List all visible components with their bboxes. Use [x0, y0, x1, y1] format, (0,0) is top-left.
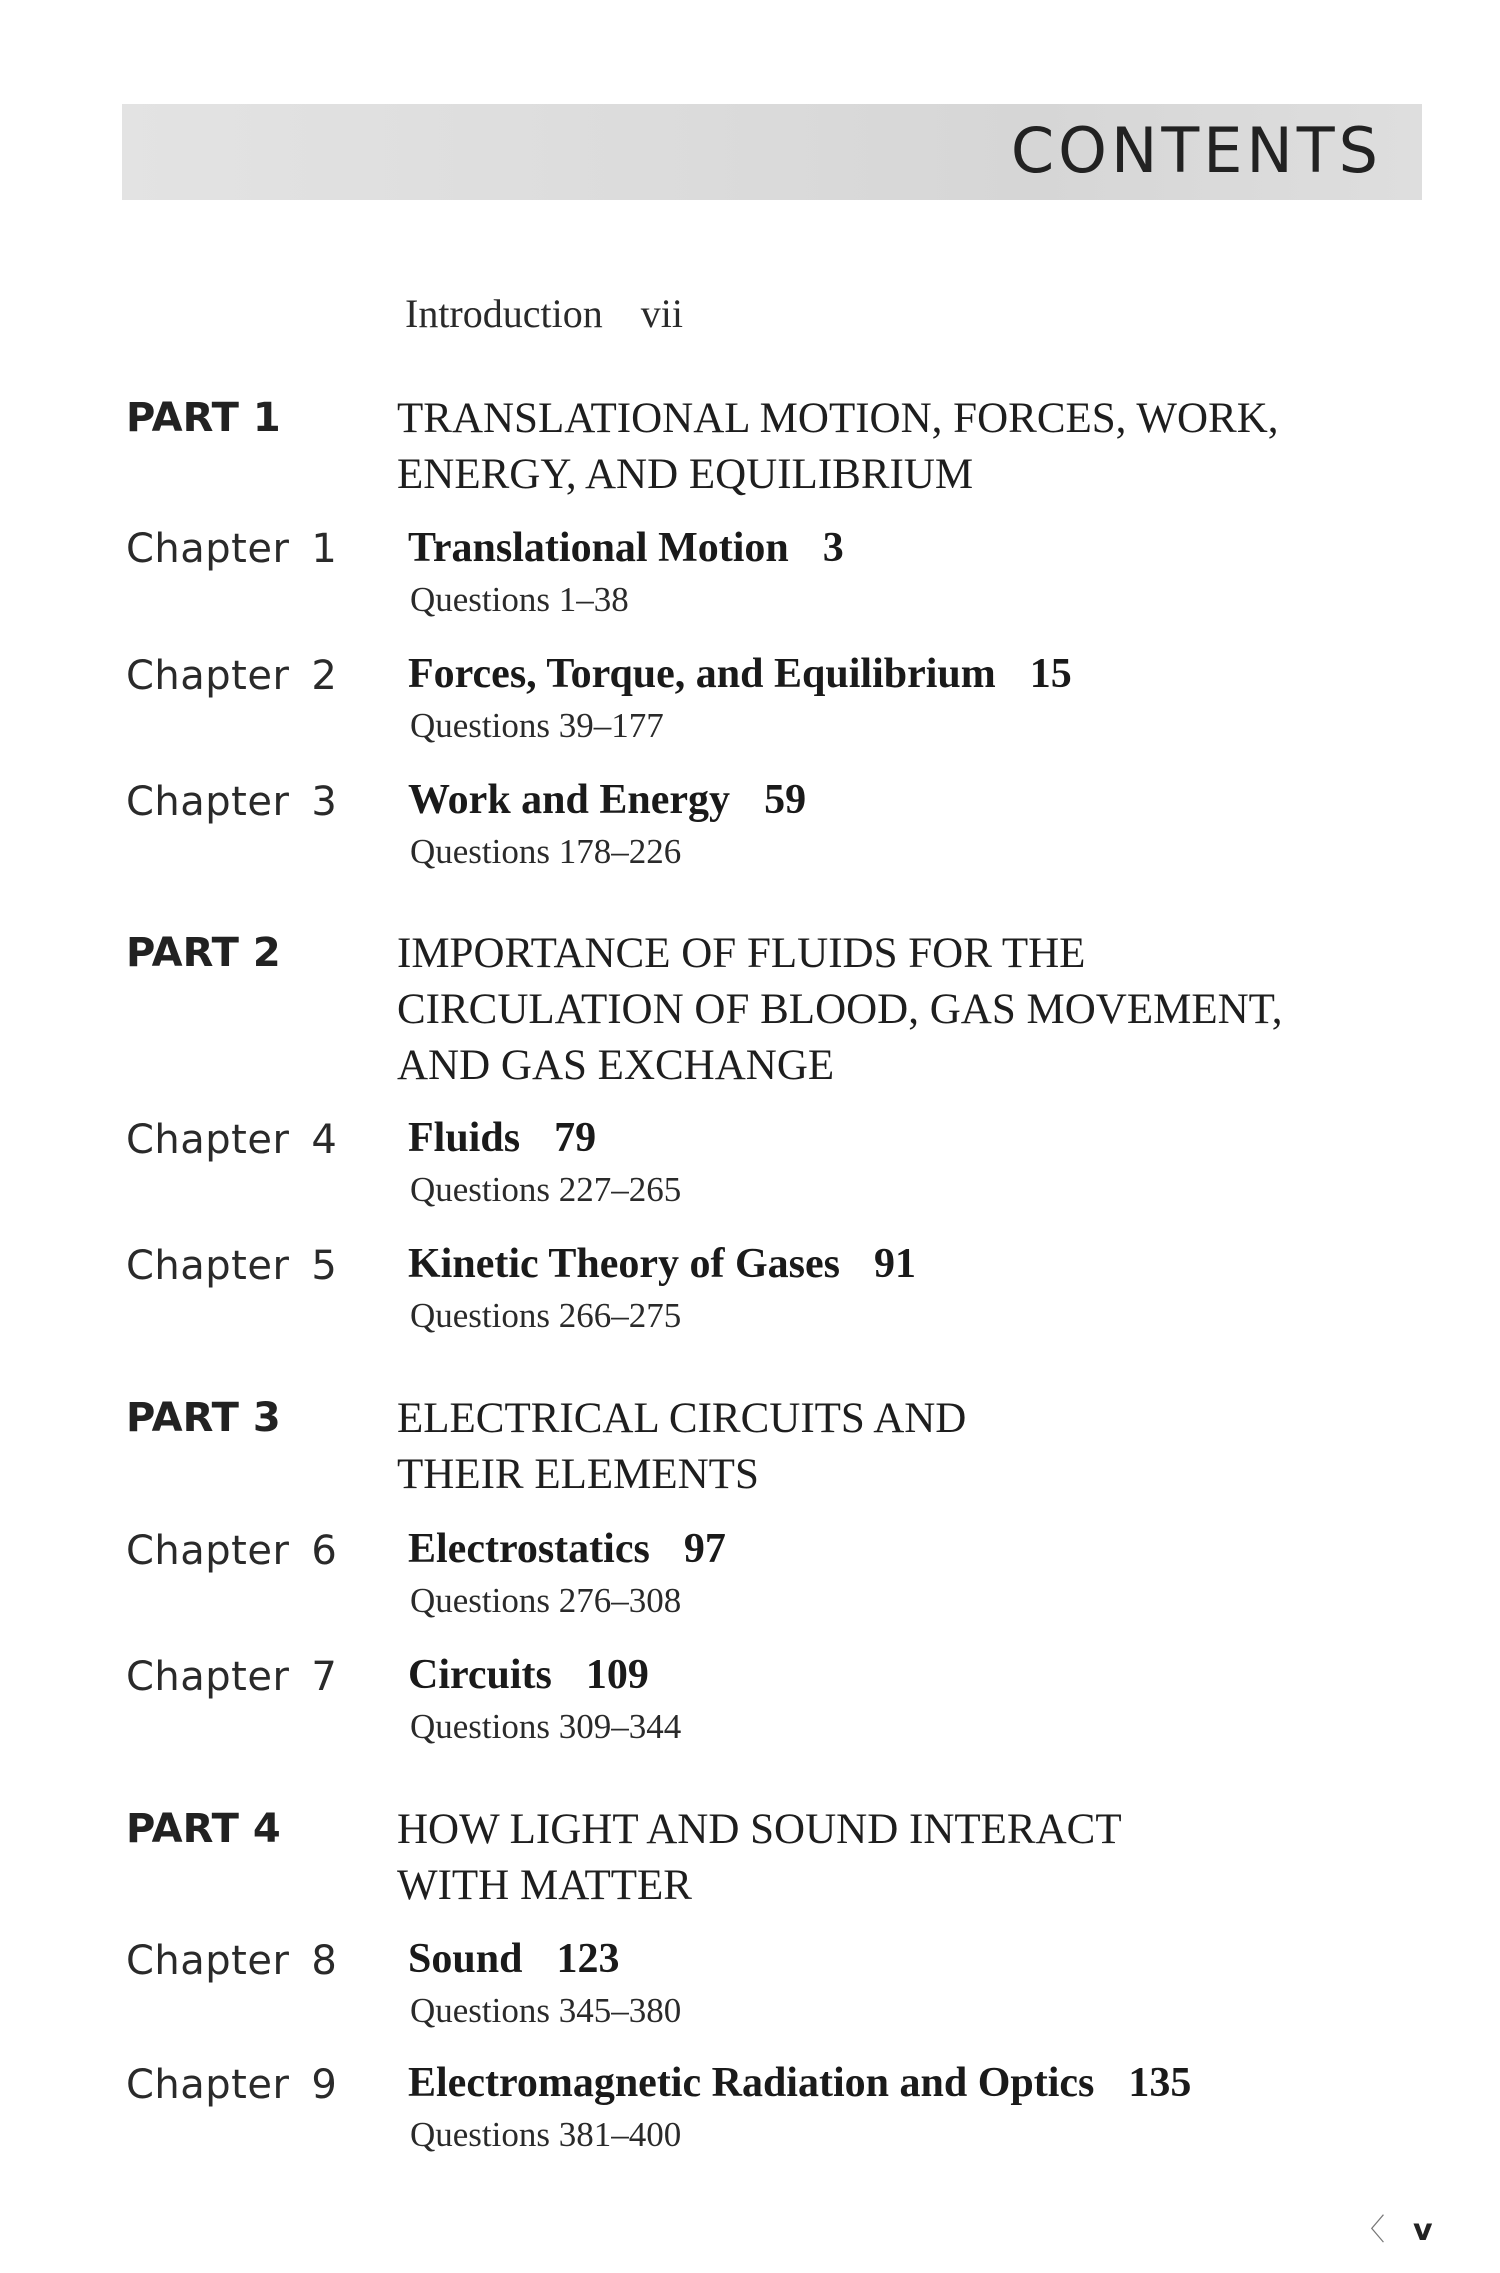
chapter-page: 97 — [683, 1526, 726, 1572]
chapter-word: Chapter — [126, 1654, 290, 1700]
chapter-word: Chapter — [126, 526, 290, 572]
chapter-1-questions: Questions 1–38 — [410, 580, 629, 619]
chapter-page: 123 — [556, 1936, 620, 1982]
chapter-5-label — [126, 1243, 337, 1289]
part-2-title-line: CIRCULATION OF BLOOD, GAS MOVEMENT, — [397, 986, 1283, 1033]
chapter-8-questions: Questions 345–380 — [410, 1991, 682, 2030]
chapter-1-label — [126, 526, 337, 572]
chapter-title: Sound — [408, 1936, 523, 1982]
chapter-number: 7 — [311, 1654, 338, 1700]
toc-entry-chapter-7[interactable] — [408, 1651, 649, 1699]
toc-entry-chapter-8[interactable] — [408, 1935, 619, 1983]
part-3-title-line: THEIR ELEMENTS — [397, 1451, 759, 1498]
part-4-title-line: WITH MATTER — [397, 1862, 692, 1909]
chapter-4-label — [126, 1117, 337, 1163]
chapter-6-label — [126, 1528, 337, 1574]
page-folio — [1355, 2205, 1433, 2249]
part-3-title-line: ELECTRICAL CIRCUITS AND — [397, 1395, 967, 1442]
chapter-6-questions: Questions 276–308 — [410, 1581, 682, 1620]
part-4-label: PART 4 — [126, 1806, 281, 1852]
toc-entry-chapter-3[interactable] — [408, 776, 806, 824]
part-4-title-line: HOW LIGHT AND SOUND INTERACT — [397, 1806, 1122, 1853]
chapter-word: Chapter — [126, 1243, 290, 1289]
part-2-label: PART 2 — [126, 930, 281, 976]
chapter-title: Fluids — [408, 1115, 521, 1161]
part-3-label: PART 3 — [126, 1395, 281, 1441]
folio-page-number: v — [1413, 2213, 1433, 2248]
chapter-number: 8 — [311, 1938, 338, 1984]
chapter-5-questions: Questions 266–275 — [410, 1296, 682, 1335]
part-2-title-line: AND GAS EXCHANGE — [397, 1042, 835, 1089]
chapter-number: 3 — [311, 779, 338, 825]
contents-title: CONTENTS — [1010, 114, 1382, 187]
part-4-title — [397, 1802, 1417, 1914]
chapter-page: 3 — [822, 525, 844, 571]
folio-mark-icon: 〈 — [1355, 2213, 1385, 2248]
chapter-word: Chapter — [126, 1117, 290, 1163]
part-1-title-line: TRANSLATIONAL MOTION, FORCES, WORK, — [397, 395, 1279, 442]
chapter-word: Chapter — [126, 2062, 290, 2108]
chapter-page: 79 — [554, 1115, 597, 1161]
chapter-page: 109 — [585, 1652, 649, 1698]
chapter-title: Electrostatics — [408, 1526, 650, 1572]
chapter-page: 135 — [1128, 2060, 1192, 2106]
chapter-title: Forces, Torque, and Equilibrium — [408, 651, 996, 697]
part-1-title-line: ENERGY, AND EQUILIBRIUM — [397, 451, 974, 498]
introduction-page: vii — [640, 291, 683, 336]
chapter-title: Electromagnetic Radiation and Optics — [408, 2060, 1095, 2106]
chapter-4-questions: Questions 227–265 — [410, 1170, 682, 1209]
toc-entry-chapter-6[interactable] — [408, 1525, 726, 1573]
chapter-title: Circuits — [408, 1652, 552, 1698]
chapter-title: Kinetic Theory of Gases — [408, 1241, 841, 1287]
chapter-7-questions: Questions 309–344 — [410, 1707, 682, 1746]
toc-entry-chapter-5[interactable] — [408, 1240, 916, 1288]
chapter-2-questions: Questions 39–177 — [410, 706, 664, 745]
part-1-title — [397, 391, 1417, 503]
chapter-word: Chapter — [126, 779, 290, 825]
part-1-label: PART 1 — [126, 395, 281, 441]
chapter-title: Work and Energy — [408, 777, 731, 823]
toc-entry-chapter-4[interactable] — [408, 1114, 596, 1162]
chapter-8-label — [126, 1938, 337, 1984]
chapter-word: Chapter — [126, 1528, 290, 1574]
chapter-page: 91 — [874, 1241, 917, 1287]
chapter-7-label — [126, 1654, 337, 1700]
chapter-page: 59 — [764, 777, 807, 823]
chapter-3-questions: Questions 178–226 — [410, 832, 682, 871]
chapter-9-questions: Questions 381–400 — [410, 2115, 682, 2154]
toc-entry-chapter-1[interactable] — [408, 524, 844, 572]
introduction-label: Introduction — [405, 291, 603, 336]
chapter-number: 1 — [311, 526, 338, 572]
chapter-number: 6 — [311, 1528, 338, 1574]
toc-entry-chapter-2[interactable] — [408, 650, 1072, 698]
chapter-number: 4 — [311, 1117, 338, 1163]
chapter-word: Chapter — [126, 1938, 290, 1984]
chapter-title: Translational Motion — [408, 525, 789, 571]
chapter-number: 5 — [311, 1243, 338, 1289]
chapter-number: 9 — [311, 2062, 338, 2108]
chapter-9-label — [126, 2062, 337, 2108]
chapter-word: Chapter — [126, 653, 290, 699]
part-2-title-line: IMPORTANCE OF FLUIDS FOR THE — [397, 930, 1086, 977]
part-2-title — [397, 926, 1417, 1094]
toc-entry-chapter-9[interactable] — [408, 2059, 1191, 2107]
chapter-3-label — [126, 779, 337, 825]
chapter-number: 2 — [311, 653, 338, 699]
part-3-title — [397, 1391, 1417, 1503]
chapter-page: 15 — [1029, 651, 1072, 697]
chapter-2-label — [126, 653, 337, 699]
